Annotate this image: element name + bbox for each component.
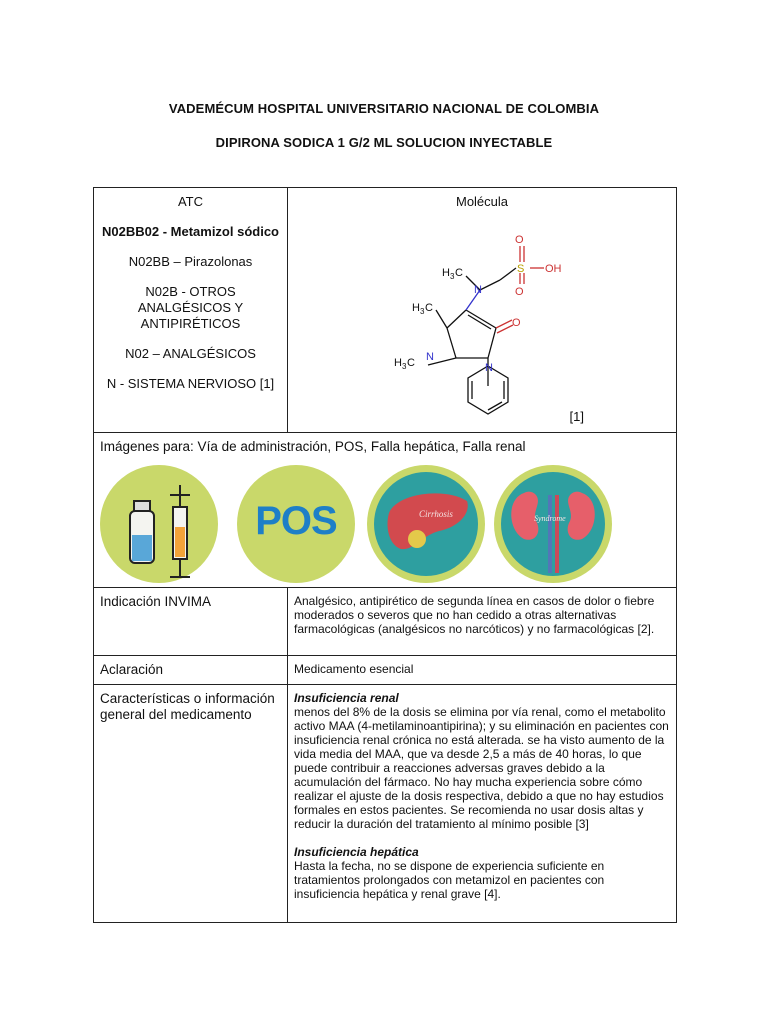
renal-heading: Insuficiencia renal: [294, 691, 399, 705]
molecule-structure-image: [384, 218, 574, 418]
methyl-ring-h: H: [412, 302, 420, 314]
indication-label: Indicación INVIMA: [94, 588, 288, 656]
atom-n-ring2: N: [485, 362, 493, 374]
atom-o-carbonyl: O: [512, 317, 521, 329]
drug-title: DIPIRONA SODICA 1 G/2 ML SOLUCION INYECTABLE: [215, 135, 553, 150]
atom-n-amine: N: [474, 284, 482, 296]
atom-s: S: [517, 263, 525, 275]
atom-o-top: O: [515, 234, 524, 246]
atom-n-ring1: N: [426, 351, 434, 363]
svg-text:3: 3: [402, 362, 407, 371]
images-label: Imágenes para: Vía de administración, POS, Falla hepática, Falla renal: [100, 439, 526, 454]
clarification-row: [94, 656, 677, 685]
methyl-top-h: H: [442, 267, 450, 279]
liver-icon: [367, 465, 485, 583]
vial-syringe-icon: [100, 465, 218, 583]
atom-o-bottom: O: [515, 286, 524, 298]
kidney-failure-image: [494, 465, 612, 583]
clarification-text: Medicamento esencial: [288, 656, 677, 685]
clarification-label: Aclaración: [94, 656, 288, 685]
svg-text:3: 3: [450, 272, 455, 281]
molecule-cell: [288, 188, 677, 433]
molecule-heading: Molécula: [455, 194, 509, 209]
liver-failure-image: [367, 465, 485, 583]
atc-class: N02 – ANALGÉSICOS: [125, 346, 256, 361]
methyl-n-h: H: [394, 357, 402, 369]
administration-route-image: [100, 465, 218, 583]
atc-code: N02BB02 - Metamizol sódico: [102, 224, 279, 239]
document-title: VADEMÉCUM HOSPITAL UNIVERSITARIO NACIONAL DE COLOMBIA: [168, 101, 600, 116]
svg-text:C: C: [425, 302, 433, 314]
svg-text:C: C: [455, 267, 463, 279]
svg-text:3: 3: [420, 307, 425, 316]
indication-text: Analgésico, antipirético de segunda línea en casos de dolor o fiebre moderados o severos que no han cedido a otras alternativas farmacológicas (analgésicos no narcóticos) y no farmacológicas [2].: [288, 588, 677, 656]
renal-text: menos del 8% de la dosis se elimina por vía renal, como el metabolito activo MAA (4-metilaminoantipirina); y su eliminación en pacientes con insuficiencia renal crónica no está alterada. se ha visto aumento de la vida media del MAA, que va desde 2,5 a más de 40 horas, lo que puede contribuir a reacciones adversas graves debido a la acumulación del fármaco. No hay mucha experiencia sobre cómo realizar el ajuste de la dosis respectiva, debido a que no hay estudios formales en estos pacientes. Se recomienda no usar dosis altas y reducir la duración del tratamiento al mínimo posible [3]: [294, 705, 669, 831]
atom-oh: OH: [545, 263, 562, 275]
pos-image: [237, 465, 355, 583]
hepatic-heading: Insuficiencia hepática: [294, 845, 419, 859]
characteristics-label: Características o información general del medicamento: [94, 685, 288, 923]
svg-text:Syndrome: Syndrome: [534, 514, 566, 523]
atc-subgroup: N02B - OTROS ANALGÉSICOS Y ANTIPIRÉTICOS: [137, 284, 244, 331]
indication-row: [94, 588, 677, 656]
pos-text: POS: [255, 499, 337, 543]
images-row: [94, 433, 677, 588]
atc-group: N02BB – Pirazolonas: [128, 254, 253, 269]
molecule-reference: [1]: [569, 409, 584, 424]
characteristics-row: [94, 685, 677, 923]
svg-text:Cirrhosis: Cirrhosis: [419, 509, 453, 519]
atc-molecule-row: [94, 188, 677, 433]
drug-table: [93, 187, 677, 923]
atc-heading: ATC: [177, 194, 204, 209]
characteristics-cell: [288, 685, 677, 923]
hepatic-text: Hasta la fecha, no se dispone de experiencia suficiente en tratamientos prolongados con metamizol en pacientes con insuficiencia hepática y renal grave [4].: [294, 859, 605, 901]
atc-cell: [94, 188, 288, 433]
kidney-icon: [494, 465, 612, 583]
images-cell: [94, 433, 677, 588]
svg-text:C: C: [407, 357, 415, 369]
atc-system: N - SISTEMA NERVIOSO [1]: [106, 376, 275, 391]
